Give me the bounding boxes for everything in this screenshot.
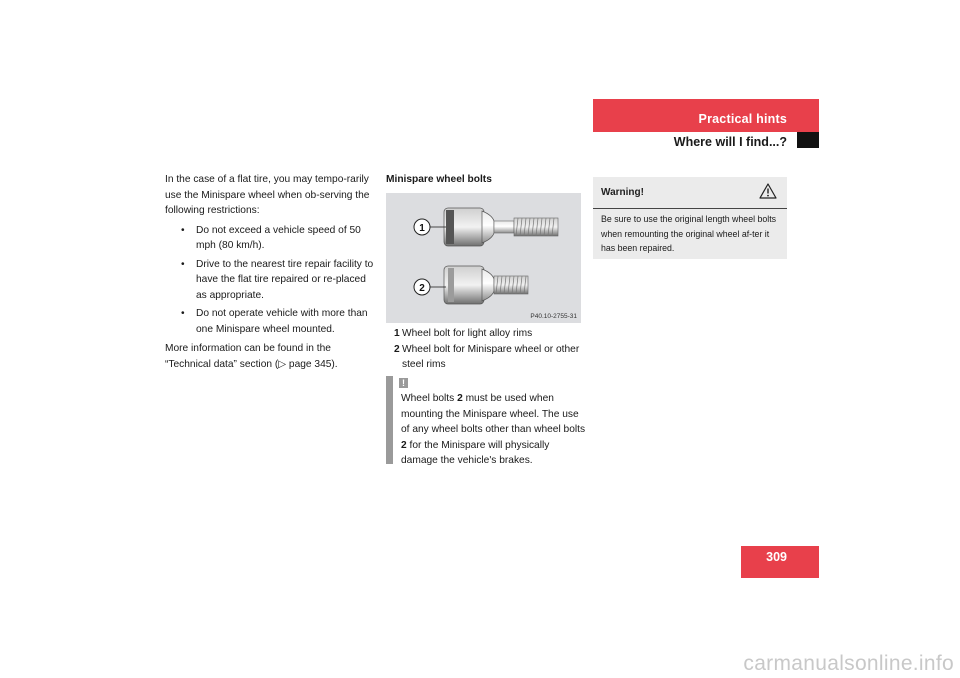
- page-number-box: [741, 546, 819, 578]
- wheel-bolts-illustration: [386, 193, 581, 323]
- notice-part-2: must be used when mounting the Minispare wheel. The use of any wheel bolts other than wheel bolts: [401, 393, 586, 435]
- page-arrow-icon: ▷: [278, 358, 287, 370]
- list-item: • Drive to the nearest tire repair facility to have the flat tire repaired or re-placed as appropriate.: [165, 257, 375, 304]
- bolt-1-icon: [444, 208, 558, 246]
- warning-box: [593, 177, 787, 259]
- subtitle-block: [797, 132, 819, 148]
- notice-ref-2: 2: [401, 439, 407, 451]
- legend-item: [386, 326, 586, 342]
- more-info-prefix: More information can be found in the “Technical data” section (: [165, 343, 331, 370]
- page-subtitle: Where will I find...?: [673, 135, 787, 149]
- column-1: [165, 172, 375, 376]
- notice-text: [401, 391, 586, 469]
- exclamation-icon: !: [399, 378, 408, 388]
- warning-triangle-icon: [759, 183, 777, 199]
- figure-heading: Minispare wheel bolts: [386, 174, 492, 185]
- warning-text: Be sure to use the original length wheel bolts when remounting the original wheel af-ter it has been repaired.: [601, 214, 777, 253]
- callout-1: 1: [419, 223, 425, 234]
- legend-number: 1: [394, 328, 400, 339]
- notice-box: [386, 376, 586, 466]
- watermark: carmanualsonline.info: [743, 652, 954, 675]
- figure-code: P40.10-2755-31: [530, 313, 577, 320]
- subtitle-row: [593, 132, 819, 148]
- figure-legend: [386, 326, 586, 373]
- warning-title: Warning!: [601, 187, 644, 198]
- notice-part-3: for the Minispare will physically damage the vehicle's brakes.: [401, 439, 550, 466]
- wheel-bolts-figure: [386, 193, 581, 323]
- list-item: • Do not exceed a vehicle speed of 50 mph (80 km/h).: [165, 223, 375, 254]
- legend-text: Wheel bolt for light alloy rims: [402, 328, 533, 339]
- restriction-list: [165, 223, 375, 338]
- page-number: 309: [766, 550, 787, 564]
- section-header: [593, 99, 819, 132]
- warning-divider: [593, 208, 787, 209]
- callout-2: 2: [419, 283, 425, 294]
- legend-text: Wheel bolt for Minispare wheel or other steel rims: [402, 343, 580, 370]
- legend-number: 2: [394, 343, 400, 355]
- more-info-paragraph: [165, 341, 375, 372]
- more-info-suffix: page 345).: [286, 358, 338, 370]
- list-item: • Do not operate vehicle with more than one Minispare wheel mounted.: [165, 306, 375, 337]
- intro-paragraph: In the case of a flat tire, you may tempo-rarily use the Minispare wheel when ob-serving the following restrictions:: [165, 174, 370, 216]
- legend-item: [386, 342, 586, 373]
- notice-ref-1: 2: [457, 393, 463, 404]
- notice-part-1: Wheel bolts: [401, 393, 458, 404]
- section-title: Practical hints: [698, 112, 787, 126]
- bolt-2-icon: [444, 266, 528, 304]
